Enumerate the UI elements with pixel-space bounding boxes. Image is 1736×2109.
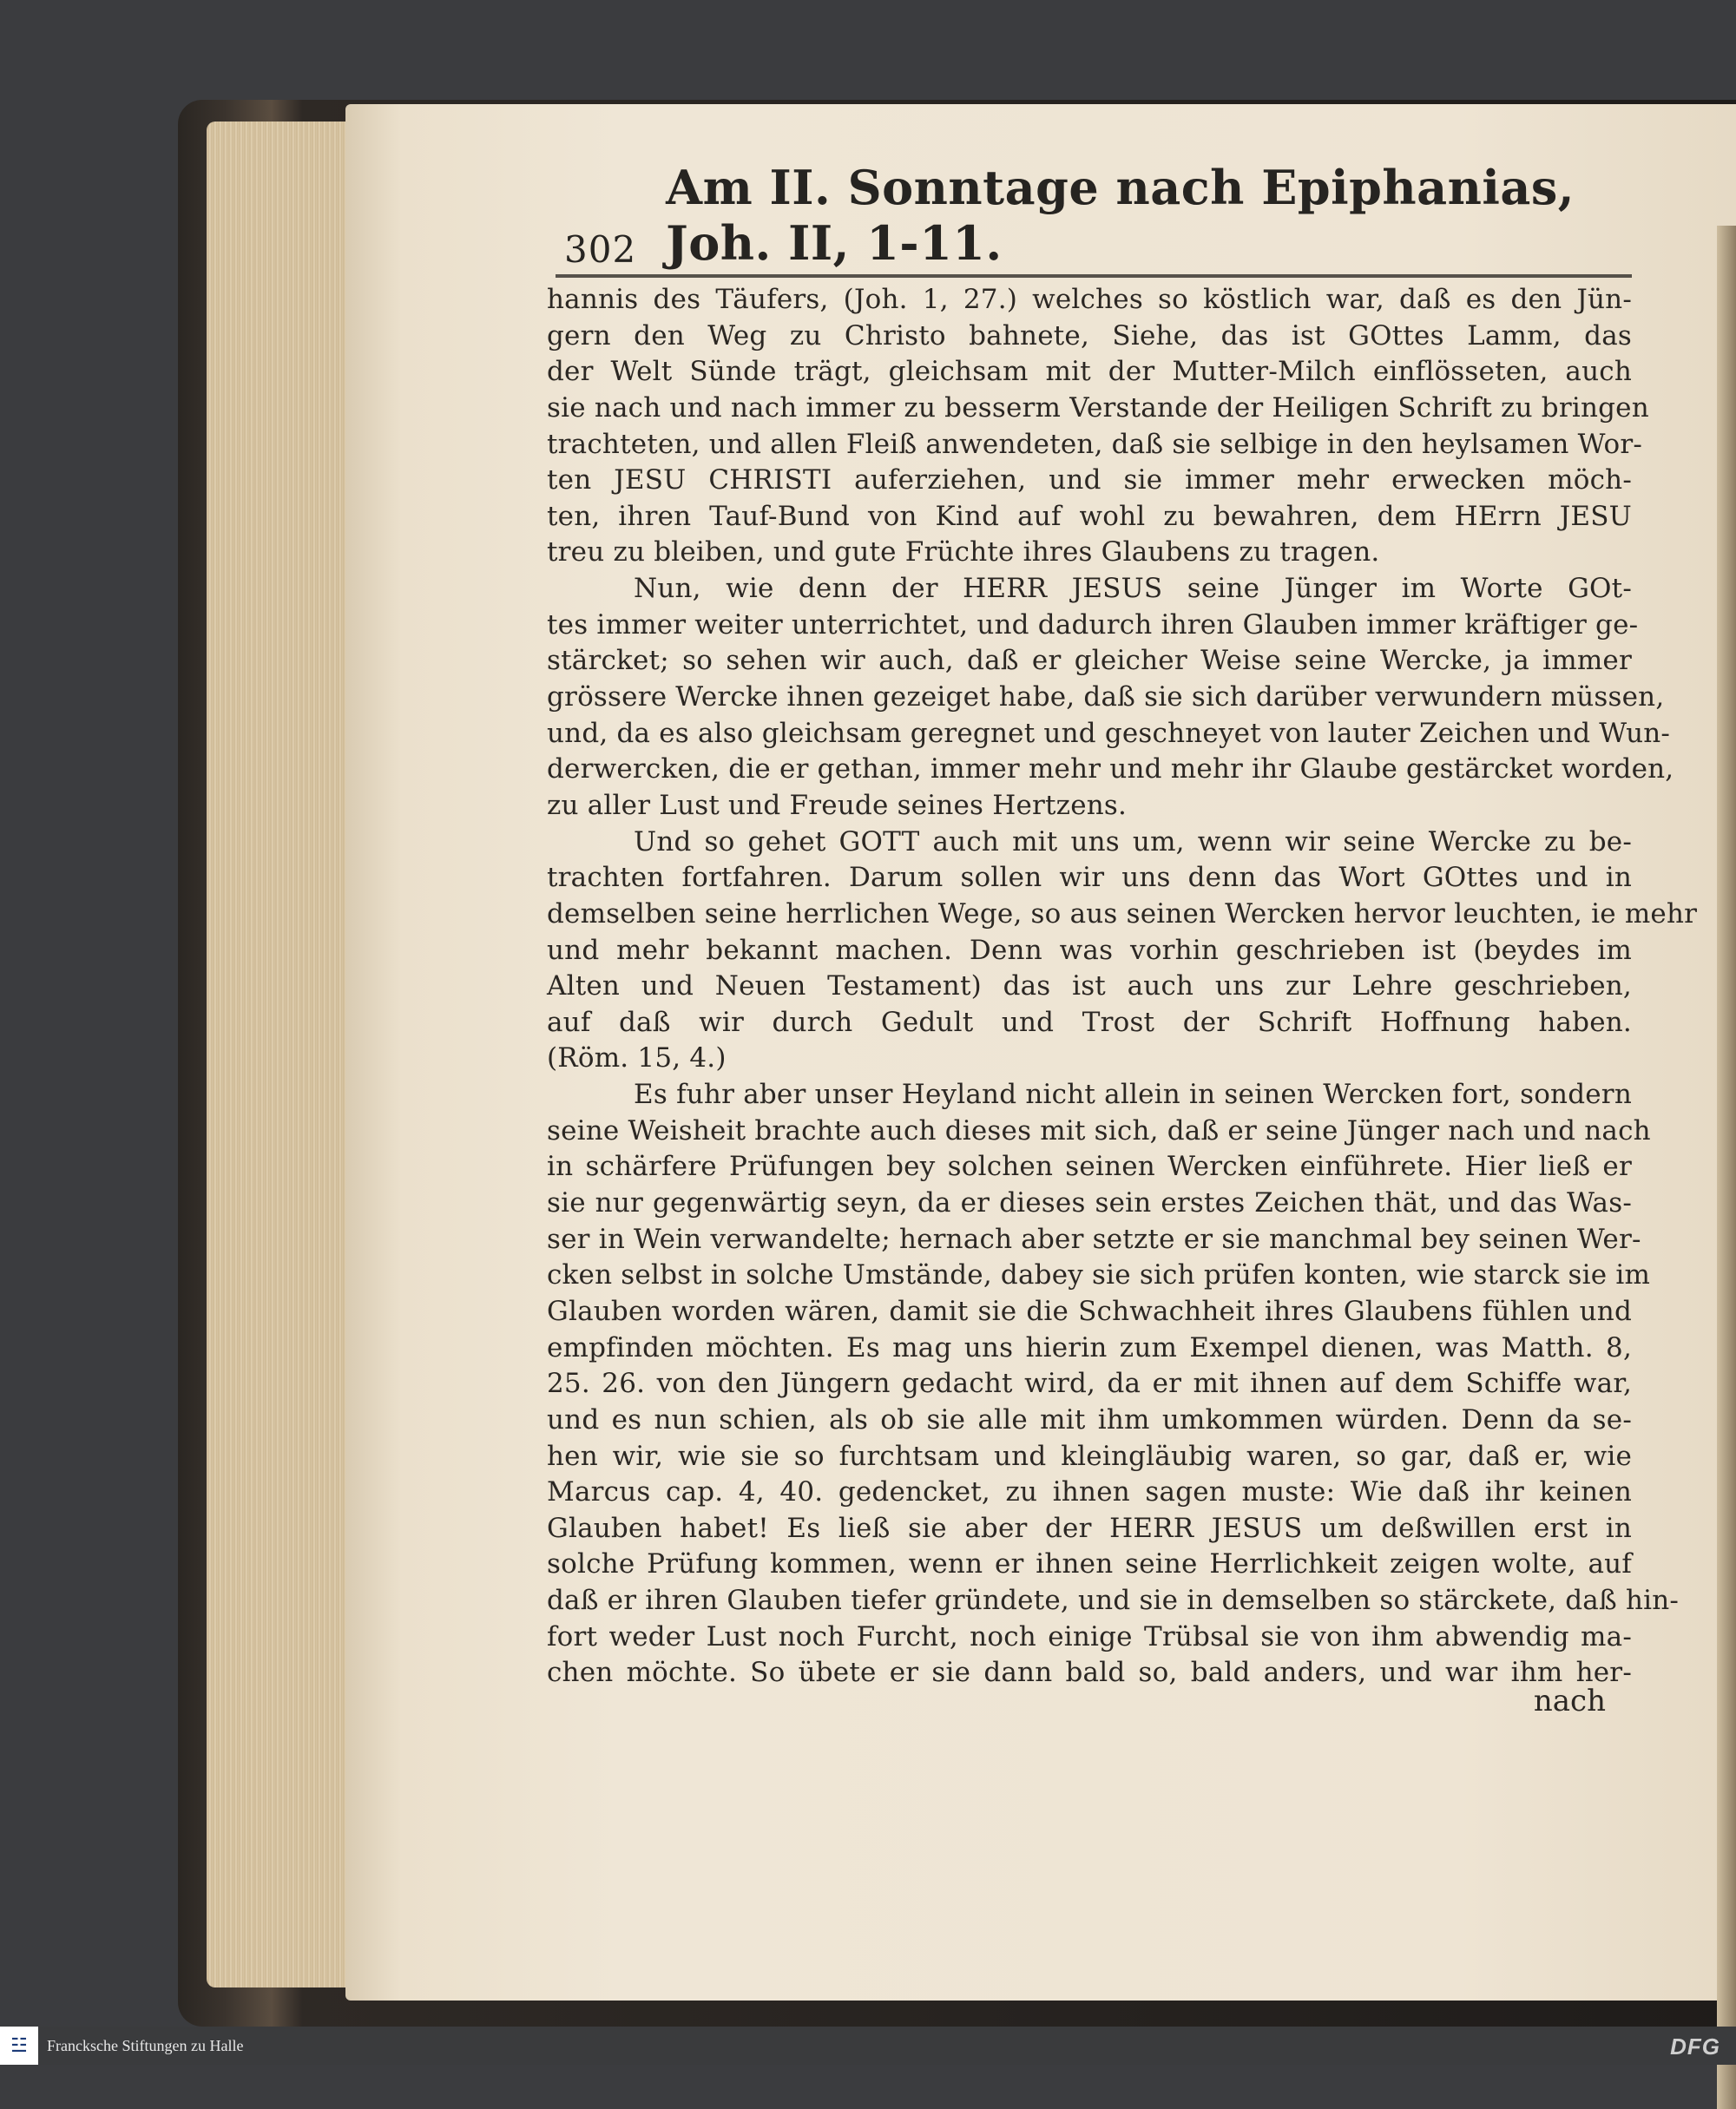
text-line: chen möchte. So übete er sie dann bald so, bald anders, und war ihm her-	[547, 1657, 1632, 1689]
text-line: trachteten, und allen Fleiß anwendeten, daß sie selbige in den heylsamen Wor-	[547, 428, 1643, 460]
text-line: und, da es also gleichsam geregnet und geschneyet von lauter Zeichen und Wun-	[547, 717, 1671, 749]
text-line: Glauben worden wären, damit sie die Schwachheit ihres Glaubens fühlen und	[547, 1295, 1632, 1327]
text-line: ten, ihren Tauf-Bund von Kind auf wohl zu bewahren, dem HErrn JESU	[547, 500, 1632, 532]
text-line: zu aller Lust und Freude seines Hertzens.	[547, 789, 1128, 821]
text-line: auf daß wir durch Gedult und Trost der Schrift Hoffnung haben.	[547, 1006, 1632, 1038]
text-line: sie nach und nach immer zu besserm Verstande der Heiligen Schrift zu bringen	[547, 391, 1649, 424]
text-line: und mehr bekannt machen. Denn was vorhin geschrieben ist (beydes im	[547, 934, 1632, 966]
text-line: ten JESU CHRISTI auferziehen, und sie immer mehr erwecken möch-	[547, 464, 1632, 496]
text-line: Nun, wie denn der HERR JESUS seine Jünger im Worte GOt-	[634, 573, 1632, 605]
page-number: 302	[564, 228, 637, 271]
text-line: Marcus cap. 4, 40. gedencket, zu ihnen sagen muste: Wie daß ihr keinen	[547, 1476, 1632, 1508]
text-line: grössere Wercke ihnen gezeiget habe, daß sie sich darüber verwundern müssen,	[547, 681, 1665, 713]
text-line: derwercken, die er gethan, immer mehr und mehr ihr Glaube gestärcket worden,	[547, 753, 1674, 785]
text-line: trachten fortfahren. Darum sollen wir uns denn das Wort GOttes und in	[547, 862, 1632, 894]
text-line: und es nun schien, als ob sie alle mit ihm umkommen würden. Denn da se-	[547, 1403, 1632, 1436]
text-line: sie nur gegenwärtig seyn, da er dieses sein erstes Zeichen thät, und das Was-	[547, 1187, 1632, 1219]
text-line: empfinden möchten. Es mag uns hierin zum Exempel dienen, was Matth. 8,	[547, 1331, 1632, 1363]
footer-bar	[0, 2027, 1736, 2065]
text-line: Alten und Neuen Testament) das ist auch uns zur Lehre geschrieben,	[547, 970, 1632, 1002]
text-line: demselben seine herrlichen Wege, so aus seinen Wercken hervor leuchten, ie mehr	[547, 897, 1698, 930]
text-line: ser in Wein verwandelte; hernach aber setzte er sie manchmal bey seinen Wer-	[547, 1223, 1641, 1255]
text-line: seine Weisheit brachte auch dieses mit sich, daß er seine Jünger nach und nach	[547, 1114, 1651, 1146]
body-text	[547, 282, 1698, 1692]
text-line: tes immer weiter unterrichtet, und dadurch ihren Glauben immer kräftiger ge-	[547, 608, 1639, 641]
catchword: nach	[1533, 1684, 1606, 1718]
running-title: Am II. Sonntage nach Epiphanias, Joh. II, 1-11.	[666, 160, 1575, 271]
text-line: in schärfere Prüfungen bey solchen seinen Wercken einführete. Hier ließ er	[547, 1151, 1632, 1183]
text-line: der Welt Sünde trägt, gleichsam mit der Mutter-Milch einflösseten, auch	[547, 356, 1632, 388]
text-line: fort weder Lust noch Furcht, noch einige Trübsal sie von ihm abwendig ma-	[547, 1620, 1632, 1652]
institution-name: Francksche Stiftungen zu Halle	[47, 2036, 244, 2054]
running-header	[564, 160, 1632, 271]
text-line: hannis des Täufers, (Joh. 1, 27.) welches so köstlich war, daß es den Jün-	[547, 284, 1632, 315]
text-line: treu zu bleiben, und gute Früchte ihres Glaubens zu tragen.	[547, 536, 1380, 568]
text-line: stärcket; so sehen wir auch, daß er gleicher Weise seine Wercke, ja immer	[547, 645, 1632, 677]
page-binding	[1717, 226, 1736, 2109]
dfg-logo: DFG	[1670, 2033, 1720, 2060]
header-rule	[556, 274, 1632, 278]
institution-logo-icon: ☳	[0, 2027, 38, 2065]
text-line: 25. 26. von den Jüngern gedacht wird, da er mit ihnen auf dem Schiffe war,	[547, 1368, 1632, 1400]
text-line: (Röm. 15, 4.)	[547, 1042, 727, 1074]
text-line: Es fuhr aber unser Heyland nicht allein in seinen Wercken fort, sondern	[634, 1079, 1632, 1111]
page-edges	[207, 122, 354, 1987]
text-line: daß er ihren Glauben tiefer gründete, und sie in demselben so stärckete, daß hin-	[547, 1585, 1680, 1617]
text-line: Glauben habet! Es ließ sie aber der HERR JESUS um deßwillen erst in	[547, 1512, 1632, 1544]
text-line: Und so gehet GOTT auch mit uns um, wenn wir seine Wercke zu be-	[634, 825, 1632, 857]
text-line: solche Prüfung kommen, wenn er ihnen seine Herrlichkeit zeigen wolte, auf	[547, 1548, 1632, 1580]
text-line: cken selbst in solche Umstände, dabey sie sich prüfen konten, wie starck sie im	[547, 1259, 1651, 1291]
text-line: hen wir, wie sie so furchtsam und kleingläubig waren, so gar, daß er, wie	[547, 1440, 1632, 1472]
text-line: gern den Weg zu Christo bahnete, Siehe, das ist GOttes Lamm, das	[547, 319, 1632, 352]
